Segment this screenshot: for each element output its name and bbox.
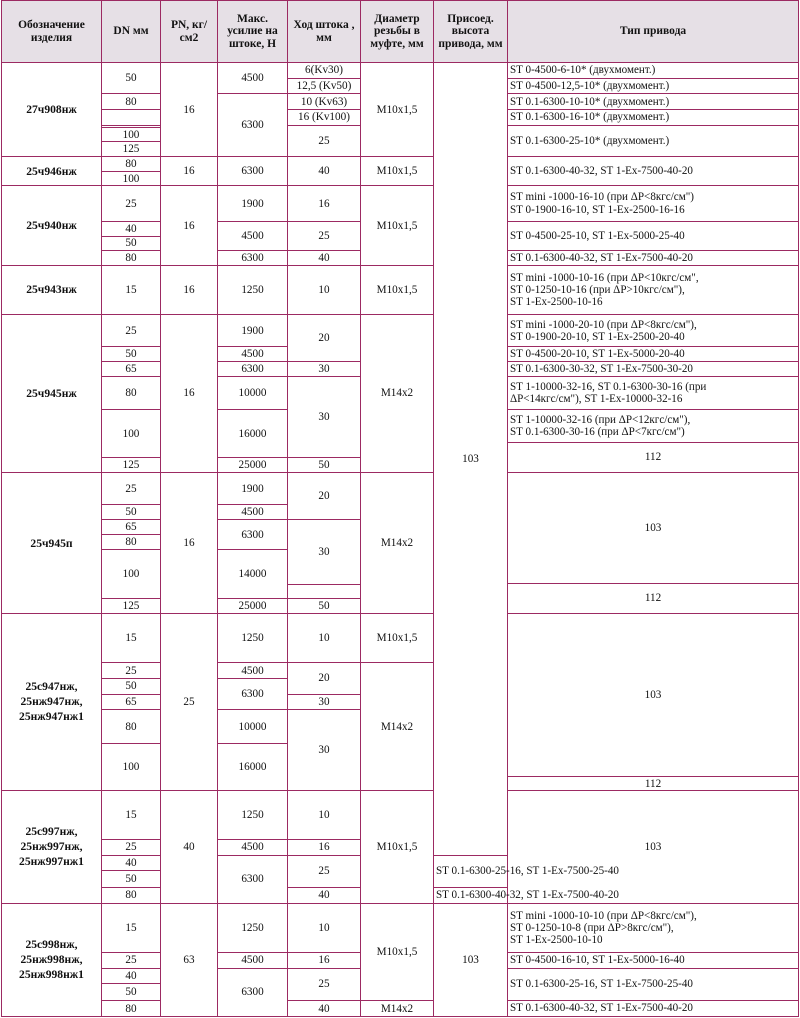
- stroke-cell: 16 (Kv100): [288, 110, 361, 126]
- model-cell: [2, 614, 102, 791]
- stroke-cell: 30: [288, 710, 361, 791]
- stroke-cell: 30: [288, 694, 361, 710]
- drive-line: ST 1-10000-32-16, ST 0.1-6300-30-16 (при: [510, 380, 707, 393]
- drive-cell: ST 0.1-6300-40-32, ST 1-Ex-7500-40-20: [434, 888, 508, 904]
- force-cell: 1250: [218, 614, 288, 663]
- dn-cell: 80: [102, 251, 161, 266]
- drive-line: ST mini -1000-10-16 (при ΔР<10кгс/см",: [510, 271, 699, 284]
- drive-cell: [508, 265, 799, 314]
- force-cell: 14000: [218, 550, 288, 599]
- actuator-spec-table: [1, 0, 799, 1017]
- dn-cell: 100: [102, 410, 161, 458]
- force-cell: 4500: [218, 505, 288, 520]
- drive-line: ST mini -1000-20-10 (при ΔР<8кгс/см"),: [510, 318, 697, 331]
- stroke-cell: 25: [288, 125, 361, 156]
- force-cell: 6300: [218, 94, 288, 157]
- stroke-cell: 25: [288, 221, 361, 250]
- height-cell: 112: [508, 777, 799, 791]
- force-cell: 16000: [218, 410, 288, 458]
- drive-line: ST 0-1900-20-10, ST 1-Ex-2500-20-40: [510, 330, 685, 343]
- force-cell: 6300: [218, 362, 288, 377]
- dn-cell: 100: [102, 743, 161, 790]
- stroke-cell: 50: [288, 599, 361, 614]
- force-cell: 4500: [218, 840, 288, 856]
- drive-cell: ST 0-4500-16-10, ST 1-Ex-5000-16-40: [508, 952, 799, 968]
- model-line: 25нж998нж,: [20, 953, 83, 967]
- force-cell: 25000: [218, 599, 288, 614]
- dn-cell: 40: [102, 968, 161, 984]
- model-cell: [2, 790, 102, 903]
- dn-cell: 50: [102, 871, 161, 888]
- force-cell: 6300: [218, 678, 288, 709]
- force-cell: 1250: [218, 790, 288, 839]
- drive-cell: ST 0.1-6300-40-32, ST 1-Ex-7500-40-20: [508, 251, 799, 266]
- model-line: 25с997нж,: [25, 825, 78, 839]
- drive-cell: ST 0.1-6300-10-10* (двухмомент.): [508, 94, 799, 110]
- dn-cell: 80: [102, 157, 161, 172]
- force-cell: 1900: [218, 472, 288, 504]
- model-cell: 27ч908нж: [2, 63, 102, 157]
- model-cell: 25ч940нж: [2, 186, 102, 265]
- stroke-cell: 10 (Kv63): [288, 94, 361, 110]
- dn-cell: 50: [102, 347, 161, 362]
- height-cell: 103: [508, 472, 799, 583]
- dn-cell: 25: [102, 663, 161, 679]
- drive-line: ST 0-1250-10-8 (при ΔР>8кгс/см"),: [510, 921, 674, 934]
- thread-cell: М10х1,5: [361, 63, 434, 157]
- thread-cell: М10х1,5: [361, 265, 434, 314]
- pn-cell: 40: [161, 790, 218, 903]
- pn-cell: 16: [161, 265, 218, 314]
- dn-cell: 65: [102, 694, 161, 710]
- dn-cell: 25: [102, 840, 161, 856]
- stroke-cell: 40: [288, 1001, 361, 1017]
- pn-cell: 63: [161, 903, 218, 1016]
- force-cell: 1250: [218, 903, 288, 952]
- stroke-cell: 30: [288, 376, 361, 458]
- thread-cell: М14х2: [361, 315, 434, 473]
- pn-cell: 16: [161, 63, 218, 157]
- drive-line: ST mini -1000-16-10 (при ΔР<8кгс/см"): [510, 191, 694, 204]
- thread-cell: М14х2: [361, 472, 434, 613]
- header-stroke: Ход штока , мм: [288, 1, 361, 63]
- force-cell: 16000: [218, 743, 288, 790]
- stroke-cell: 16: [288, 952, 361, 968]
- drive-cell: ST 0-4500-25-10, ST 1-Ex-5000-25-40: [508, 221, 799, 250]
- force-cell: 1900: [218, 186, 288, 222]
- force-cell: 25000: [218, 458, 288, 473]
- dn-cell: 25: [102, 952, 161, 968]
- force-cell: 6300: [218, 520, 288, 550]
- dn-cell: 15: [102, 265, 161, 314]
- stroke-cell: 40: [288, 157, 361, 186]
- stroke-cell: 30: [288, 362, 361, 377]
- force-cell: 4500: [218, 663, 288, 679]
- dn-cell: 50: [102, 236, 161, 251]
- stroke-cell: 20: [288, 472, 361, 519]
- force-cell: 10000: [218, 710, 288, 743]
- model-line: 25нж997нж1: [19, 855, 84, 869]
- dn-cell: 125: [102, 142, 161, 157]
- pn-cell: 16: [161, 472, 218, 613]
- stroke-cell: 25: [288, 968, 361, 1000]
- model-line: 25нж947нж1: [19, 710, 84, 724]
- header-pn: PN, кг/см2: [161, 1, 218, 63]
- stroke-cell: 20: [288, 315, 361, 362]
- drive-cell: ST 0.1-6300-40-32, ST 1-Ex-7500-40-20: [508, 157, 799, 186]
- pn-cell: 25: [161, 614, 218, 791]
- model-cell: 25ч945нж: [2, 315, 102, 473]
- height-cell: 112: [508, 442, 799, 472]
- model-line: 25нж997нж,: [20, 840, 83, 854]
- force-cell: 4500: [218, 347, 288, 362]
- dn-cell: 100: [102, 550, 161, 599]
- dn-cell: 80: [102, 534, 161, 550]
- dn-cell: 80: [102, 376, 161, 409]
- dn-cell: 80: [102, 710, 161, 743]
- dn-cell: 15: [102, 903, 161, 952]
- header-dn: DN мм: [102, 1, 161, 63]
- dn-cell: 15: [102, 614, 161, 663]
- dn-cell: 25: [102, 186, 161, 222]
- drive-line: ΔР<14кгс/см"), ST 1-Ex-10000-32-16: [510, 392, 683, 405]
- thread-cell: М10х1,5: [361, 790, 434, 903]
- pn-cell: 16: [161, 186, 218, 265]
- thread-cell: М10х1,5: [361, 186, 434, 265]
- dn-cell: 100: [102, 127, 161, 142]
- height-cell: 103: [434, 903, 508, 1016]
- force-cell: 6300: [218, 855, 288, 903]
- dn-cell: 80: [102, 1001, 161, 1017]
- model-cell: [2, 903, 102, 1016]
- dn-cell: 65: [102, 520, 161, 535]
- stroke-cell: 10: [288, 265, 361, 314]
- dn-cell: 100: [102, 171, 161, 186]
- stroke-cell: 6(Kv30): [288, 63, 361, 79]
- drive-cell: [508, 903, 799, 952]
- drive-cell: ST 0-4500-20-10, ST 1-Ex-5000-20-40: [508, 347, 799, 362]
- force-cell: 6300: [218, 251, 288, 266]
- header-height: Присоед. высота привода, мм: [434, 1, 508, 63]
- stroke-cell: 30: [288, 520, 361, 585]
- drive-cell: ST 0-4500-12,5-10* (двухмомент.): [508, 78, 799, 94]
- dn-cell: 50: [102, 63, 161, 94]
- drive-cell: ST 0.1-6300-40-32, ST 1-Ex-7500-40-20: [508, 1001, 799, 1017]
- drive-cell: [508, 315, 799, 347]
- dn-cell: 50: [102, 984, 161, 1001]
- stroke-cell: 50: [288, 458, 361, 473]
- dn-cell: 40: [102, 221, 161, 236]
- drive-line: ST 1-Ex-2500-10-10: [510, 933, 603, 946]
- drive-cell: ST 0.1-6300-25-10* (двухмомент.): [508, 125, 799, 156]
- dn-cell: 80: [102, 888, 161, 904]
- drive-cell: [508, 186, 799, 222]
- stroke-cell: 10: [288, 614, 361, 663]
- header-force: Макс. усилие на штоке, Н: [218, 1, 288, 63]
- drive-line: ST 1-Ex-2500-10-16: [510, 296, 603, 309]
- stroke-cell: 40: [288, 251, 361, 266]
- pn-cell: 16: [161, 315, 218, 473]
- dn-cell: 65: [102, 362, 161, 377]
- header-designation: Обозначение изделия: [2, 1, 102, 63]
- thread-cell: М10х1,5: [361, 614, 434, 663]
- model-line: 25нж947нж,: [20, 695, 83, 709]
- height-cell: 103: [508, 790, 799, 903]
- force-cell: 1250: [218, 265, 288, 314]
- dn-cell: [102, 110, 161, 126]
- header-thread: Диаметр резьбы в муфте, мм: [361, 1, 434, 63]
- drive-cell: ST 0.1-6300-30-32, ST 1-Ex-7500-30-20: [508, 362, 799, 377]
- stroke-cell: 25: [288, 855, 361, 887]
- dn-cell: 25: [102, 472, 161, 504]
- drive-cell: [508, 376, 799, 409]
- drive-cell: [508, 410, 799, 442]
- model-cell: 25ч943нж: [2, 265, 102, 314]
- model-cell: 25ч945п: [2, 472, 102, 613]
- drive-line: ST 1-10000-32-16 (при ΔР<12кгс/см"),: [510, 413, 691, 426]
- model-line: 25нж998нж1: [19, 968, 84, 982]
- model-cell: 25ч946нж: [2, 157, 102, 186]
- stroke-cell: 10: [288, 790, 361, 839]
- stroke-cell: 16: [288, 840, 361, 856]
- thread-cell: М10х1,5: [361, 903, 434, 1000]
- force-cell: 4500: [218, 221, 288, 250]
- dn-cell: 15: [102, 790, 161, 839]
- force-cell: 4500: [218, 63, 288, 94]
- dn-cell: 25: [102, 315, 161, 347]
- height-cell: 103: [434, 63, 508, 856]
- stroke-cell: 10: [288, 903, 361, 952]
- drive-line: ST 0-1900-16-10, ST 1-Ex-2500-16-16: [510, 203, 685, 216]
- drive-cell: ST 0.1-6300-16-10* (двухмомент.): [508, 110, 799, 126]
- force-cell: 1900: [218, 315, 288, 347]
- height-cell: 103: [508, 614, 799, 777]
- stroke-cell: 12,5 (Kv50): [288, 78, 361, 94]
- drive-cell: ST 0.1-6300-25-16, ST 1-Ex-7500-25-40: [434, 855, 508, 887]
- drive-line: ST mini -1000-10-10 (при ΔР<8кгс/см"),: [510, 909, 697, 922]
- pn-cell: 16: [161, 157, 218, 186]
- thread-cell: М14х2: [361, 1001, 434, 1017]
- force-cell: 6300: [218, 157, 288, 186]
- thread-cell: М10х1,5: [361, 157, 434, 186]
- force-cell: 4500: [218, 952, 288, 968]
- drive-line: ST 0-1250-10-16 (при ΔР>10кгс/см"),: [510, 283, 685, 296]
- drive-cell: ST 0-4500-6-10* (двухмомент.): [508, 63, 799, 79]
- force-cell: 6300: [218, 968, 288, 1016]
- dn-cell: 125: [102, 599, 161, 614]
- stroke-cell: 20: [288, 663, 361, 694]
- dn-cell: 125: [102, 458, 161, 473]
- drive-line: ST 0.1-6300-30-16 (при ΔР<7кгс/см"): [510, 425, 685, 438]
- dn-cell: 50: [102, 678, 161, 694]
- drive-cell: ST 0.1-6300-25-16, ST 1-Ex-7500-25-40: [508, 968, 799, 1000]
- stroke-cell: 40: [288, 888, 361, 904]
- thread-cell: М14х2: [361, 663, 434, 791]
- height-cell: 112: [508, 583, 799, 613]
- header-drive-type: Тип привода: [508, 1, 799, 63]
- model-line: 25с998нж,: [25, 938, 78, 952]
- model-line: 25с947нж,: [25, 680, 78, 694]
- force-cell: 10000: [218, 376, 288, 409]
- dn-cell: 80: [102, 94, 161, 110]
- dn-cell: 50: [102, 505, 161, 520]
- stroke-cell: 16: [288, 186, 361, 222]
- dn-cell: 40: [102, 855, 161, 871]
